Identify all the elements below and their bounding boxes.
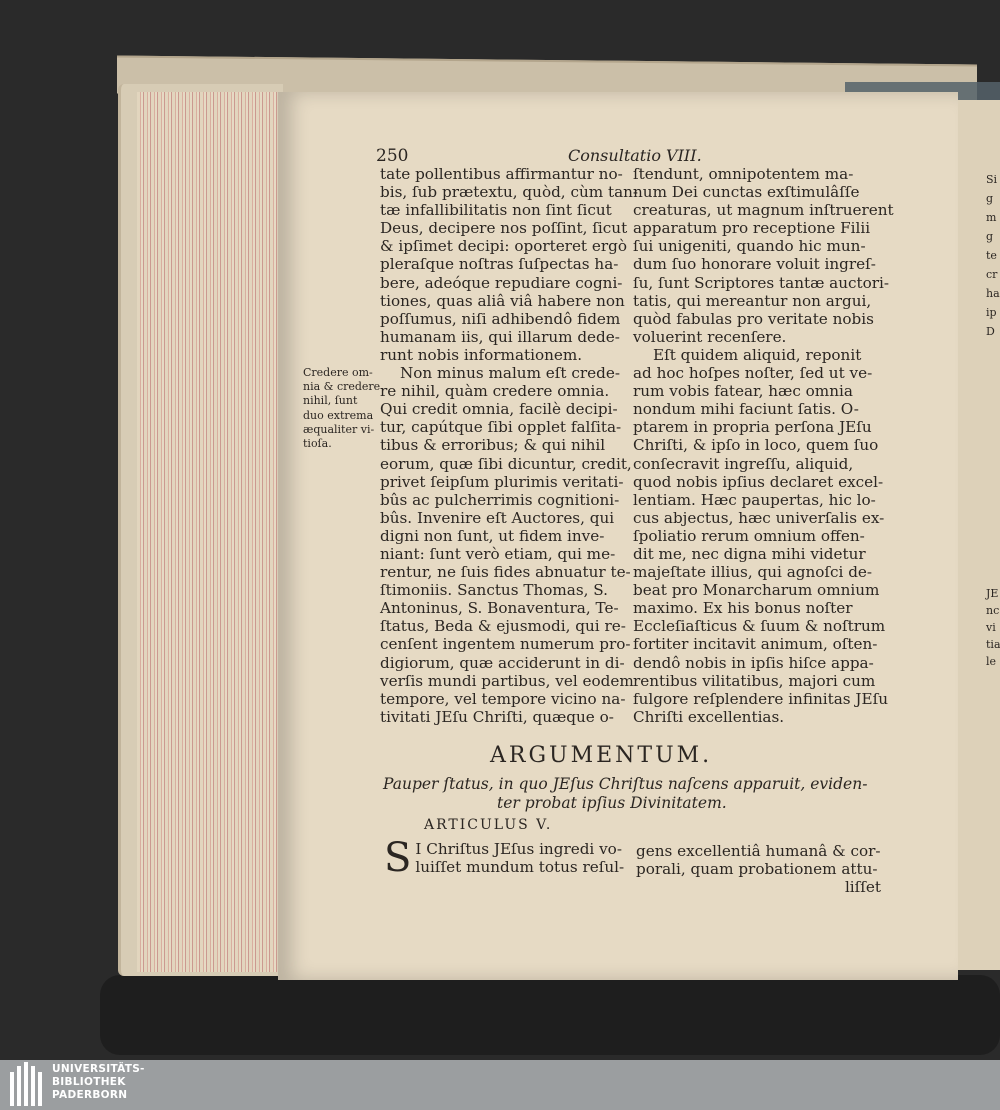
text-line: ſpoliatio rerum omnium offen- (633, 526, 865, 545)
text-line: gens excellentiâ humanâ & cor- (636, 842, 881, 860)
margin-note (303, 366, 379, 451)
facing-page-fragment: JE (986, 587, 999, 600)
text-line: tibus & erroribus; & qui nihil (380, 436, 606, 455)
text-line: Eccleſiaſticus & ſuum & noſtrum (633, 617, 886, 636)
text-line: rum vobis fatear, hæc omnia (633, 382, 853, 401)
text-line: rentibus vilitatibus, majori cum (633, 671, 876, 690)
text-line: ſtatus, Beda & ejusmodi, qui re- (380, 617, 626, 636)
margin-note-line: æqualiter vi- (303, 422, 375, 436)
bottom-left-column (384, 835, 634, 881)
text-line: creaturas, ut magnum inſtruerent (633, 201, 894, 220)
text-line: humanam iis, qui illarum dede- (380, 327, 620, 346)
text-line: tatis, qui mereantur non argui, (633, 291, 872, 310)
text-line: voluerint recenſere. (633, 327, 787, 346)
text-line: pleraſque noſtras ſuſpectas ha- (380, 255, 619, 274)
text-line: tivitati JEſu Chriſti, quæque o- (380, 707, 614, 726)
text-line: Antoninus, S. Bonaventura, Te- (380, 599, 619, 618)
page-stack-edge (118, 84, 283, 976)
text-line: Eſt quidem aliquid, reponit (653, 345, 862, 364)
text-line: eorum, quæ ſibi dicuntur, credit, (380, 454, 632, 473)
text-line: bis, ſub prætextu, quòd, cùm tan- (380, 183, 639, 202)
red-sprinkled-edge (137, 92, 277, 972)
text-line: dit me, nec digna mihi videtur (633, 544, 866, 563)
margin-note-line: duo extrema (303, 408, 374, 422)
left-text-column (380, 165, 639, 726)
facing-page-fragment: Si (986, 173, 998, 186)
text-line: & ipſimet decipi: oporteret ergò (380, 237, 627, 256)
facing-page-fragment: te (986, 249, 997, 262)
text-line: lentiam. Hæc paupertas, hic lo- (633, 490, 876, 509)
library-name-line2: BIBLIOTHEK (52, 1076, 126, 1088)
text-line: I Chriſtus JEſus ingredi vo- (415, 840, 622, 858)
facing-page-fragment: g (986, 230, 994, 243)
text-line: verſis mundi partibus, vel eodem (380, 671, 634, 690)
facing-page-fragment: m (986, 211, 997, 224)
facing-page-fragment: vi (986, 621, 996, 634)
right-text-column (633, 165, 894, 726)
book-shadow (100, 975, 1000, 1055)
text-line: cenſent ingentem numerum pro- (380, 635, 631, 654)
facing-page-fragment: D (986, 325, 995, 338)
text-line: Chriſti, & ipſo in loco, quem ſuo (633, 436, 879, 455)
text-line: cus abjectus, hæc univerſalis ex- (633, 508, 885, 527)
library-name-line3: PADERBORN (52, 1089, 128, 1101)
text-line: num Dei cunctas exſtimulâſſe (633, 183, 860, 202)
facing-page-fragment: g (986, 192, 994, 205)
library-logo-icon (10, 1062, 46, 1106)
text-line: Chriſti excellentias. (633, 707, 785, 726)
text-line: bere, adeóque repudiare cogni- (380, 273, 623, 292)
text-line: dendô nobis in ipſis hiſce appa- (633, 653, 874, 672)
text-line: ſu, ſunt Scriptores tantæ auctori- (633, 273, 890, 292)
drop-cap: S (384, 835, 412, 881)
text-line: niant: ſunt verò etiam, qui me- (380, 544, 616, 563)
text-line: fortiter incitavit animum, oſten- (633, 635, 878, 654)
library-name-line1: UNIVERSITÄTS- (52, 1063, 145, 1075)
library-footer (0, 1060, 1000, 1110)
text-line: apparatum pro receptione Filii (633, 219, 871, 238)
section-subtitle (383, 775, 883, 813)
text-line: tiones, quas aliâ viâ habere non (380, 291, 625, 310)
facing-page-fragment: ha (986, 287, 1000, 300)
text-line: privet ſeipſum plurimis veritati- (380, 472, 624, 491)
bottom-right-column (636, 842, 881, 896)
text-line: poſſumus, niſi adhibendô fidem (380, 309, 621, 328)
text-line: porali, quam probationem attu- (636, 860, 878, 879)
margin-note-line: tioſa. (303, 436, 332, 450)
text-line: luiſſet mundum totus reſul- (415, 858, 625, 877)
text-line: bûs. Invenire eſt Auctores, qui (380, 508, 615, 527)
text-line: re nihil, quàm credere omnia. (380, 382, 610, 401)
text-line: ſtimoniis. Sanctus Thomas, S. (380, 581, 608, 600)
text-line: Qui credit omnia, facilè decipi- (380, 400, 618, 419)
text-line: beat pro Monarcharum omnium (633, 581, 880, 600)
margin-note-line: nihil, ſunt (303, 394, 358, 408)
text-line: majeſtate illius, qui agnoſci de- (633, 563, 873, 582)
subtitle-line: ter probat ipſius Divinitatem. (497, 794, 727, 812)
facing-page-fragment: le (986, 655, 997, 668)
text-line: liſſet (844, 878, 881, 897)
text-line: runt nobis informationem. (380, 345, 583, 364)
text-line: digiorum, quæ acciderunt in di- (380, 653, 625, 672)
text-line: ſtendunt, omnipotentem ma- (633, 165, 854, 183)
subtitle-line: Pauper ſtatus, in quo JEſus Chriſtus naſcens apparuit, eviden- (383, 775, 868, 793)
text-line: quod nobis ipſius declaret excel- (633, 472, 884, 491)
text-line: rentur, ne ſuis fides abnuatur te- (380, 563, 631, 582)
facing-page-fragments-top (986, 170, 1000, 341)
text-line: quòd fabulas pro veritate nobis (633, 309, 874, 328)
facing-page-fragment: tia (986, 638, 1000, 651)
running-title: Consultatio VIII. (568, 146, 702, 165)
facing-page-fragment: cr (986, 268, 998, 281)
article-heading: ARTICULUS V. (424, 817, 553, 833)
text-line: ſui unigeniti, quando hic mun- (633, 237, 866, 256)
margin-note-line: nia & credere (303, 380, 381, 394)
text-line: digni non ſunt, ut fidem inve- (380, 526, 605, 545)
text-line: ptarem in propria perſona JEſu (633, 418, 872, 437)
text-line: tempore, vel tempore vicino na- (380, 689, 626, 708)
facing-page-fragments-mid (986, 585, 1000, 670)
facing-page-fragment: ip (986, 306, 997, 319)
facing-page-fragment: nc (986, 604, 1000, 617)
text-line: maximo. Ex his bonus noſter (633, 599, 853, 618)
text-line: bûs ac pulcherrimis cognitioni- (380, 490, 620, 509)
text-line: tæ infallibilitatis non ſint ſicut (380, 201, 612, 220)
margin-note-line: Credere om- (303, 366, 373, 379)
text-line: Non minus malum eſt crede- (400, 364, 620, 383)
section-heading: ARGUMENTUM. (490, 743, 713, 768)
text-line: Deus, decipere nos poſſint, ſicut (380, 219, 628, 238)
text-line: tur, capútque ſibi opplet falſita- (380, 418, 622, 437)
page-number: 250 (376, 146, 409, 166)
text-line: nondum mihi faciunt ſatis. O- (633, 400, 859, 419)
text-line: ad hoc hoſpes noſter, ſed ut ve- (633, 364, 873, 383)
text-line: tate pollentibus affirmantur no- (380, 165, 623, 183)
text-line: fulgore reſplendere infinitas JEſu (633, 689, 888, 708)
text-line: dum ſuo honorare voluit ingreſ- (633, 255, 876, 274)
text-line: conſecravit ingreſſu, aliquid, (633, 454, 854, 473)
